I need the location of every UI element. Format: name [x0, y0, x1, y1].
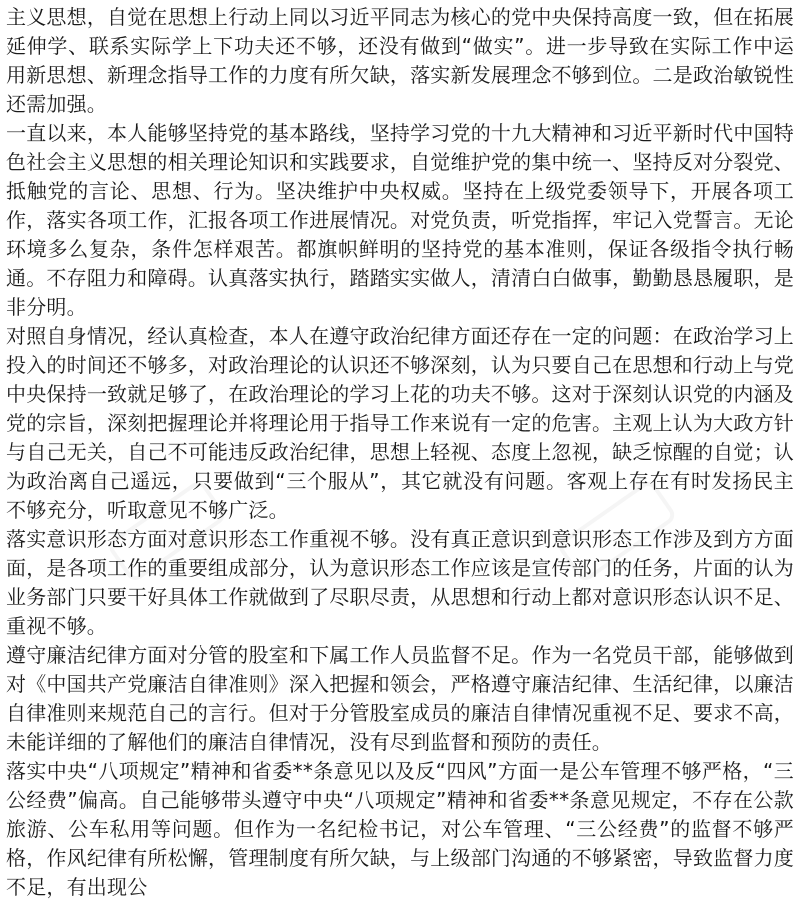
paragraph-2: 一直以来，本人能够坚持党的基本路线，坚持学习党的十九大精神和习近平新时代中国特色社会主义思想的相关理论知识和实践要求，自觉维护党的集中统一、坚持反对分裂党、抵触党的言论、思想、行为。坚决维护中央权威。坚持在上级党委领导下，开展各项工作，落实各项工作，汇报各项工作进展情况。对党负责，听党指挥，牢记入党誓言。无论环境多么复杂，条件怎样艰苦。都旗帜鲜明的坚持党的基本准则，保证各级指令执行畅通。不存阻力和障碍。认真落实执行，踏踏实实做人，清清白白做事，勤勤恳恳履职，是非分明。 [6, 121, 794, 319]
paragraph-6: 落实中央“八项规定”精神和省委**条意见以及反“四风”方面一是公车管理不够严格，“三公经费”偏高。自己能够带头遵守中央“八项规定”精神和省委**条意见规定，不存在公款旅游、公车私用等问题。但作为一名纪检书记，对公车管理、“三公经费”的监督不够严格，作风纪律有所松懈，管理制度有所欠缺，与上级部门沟通的不够紧密，导致监督力度不足，有出现公 [6, 759, 794, 899]
paragraph-5: 遵守廉洁纪律方面对分管的股室和下属工作人员监督不足。作为一名党员干部，能够做到对《中国共产党廉洁自律准则》深入把握和领会，严格遵守廉洁纪律、生活纪律，以廉洁自律准则来规范自己的言行。但对于分管股室成员的廉洁自律情况重视不足、要求不高，未能详细的了解他们的廉洁自律情况，没有尽到监督和预防的责任。 [6, 643, 794, 754]
paragraph-4: 落实意识形态方面对意识形态工作重视不够。没有真正意识到意识形态工作涉及到方方面面，是各项工作的重要组成部分，认为意识形态工作应该是宣传部门的任务，片面的认为业务部门只要干好具体工作就做到了尽职尽责，从思想和行动上都对意识形态认识不足、重视不够。 [6, 527, 794, 638]
paragraph-1: 主义思想，自觉在思想上行动上同以习近平同志为核心的党中央保持高度一致，但在拓展延伸学、联系实际学上下功夫还不够，还没有做到“做实”。进一步导致在实际工作中运用新思想、新理念指导工作的力度有所欠缺，落实新发展理念不够到位。二是政治敏锐性还需加强。 [6, 5, 794, 116]
document-body [6, 3, 794, 902]
paragraph-3: 对照自身情况，经认真检查，本人在遵守政治纪律方面还存在一定的问题：在政治学习上投入的时间还不够多，对政治理论的认识还不够深刻，认为只要自己在思想和行动上与党中央保持一致就足够了，在政治理论的学习上花的功夫不够。这对于深刻认识党的内涵及党的宗旨，深刻把握理论并将理论用于指导工作来说有一定的危害。主观上认为大政方针与自己无关，自己不可能违反政治纪律，思想上轻视、态度上忽视，缺乏惊醒的自觉；认为政治离自己遥远，只要做到“三个服从”，其它就没有问题。客观上存在有时发扬民主不够充分，听取意见不够广泛。 [6, 324, 794, 522]
